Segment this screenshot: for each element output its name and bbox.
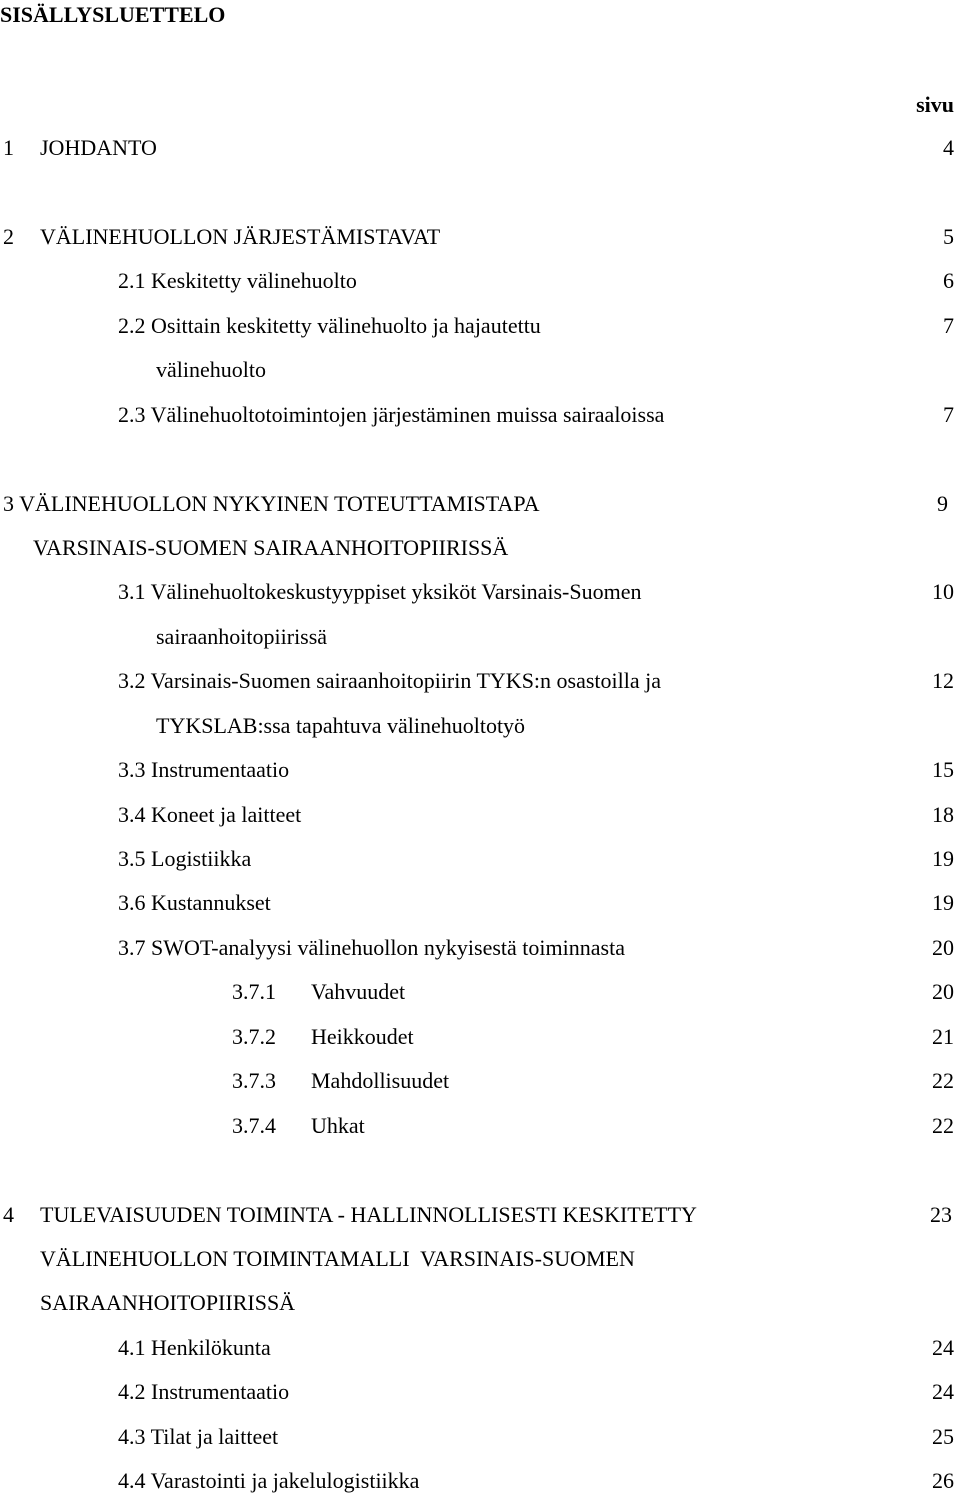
toc-entry-page: 12: [932, 668, 954, 693]
toc-entry-page: 10: [932, 579, 954, 604]
toc-entry-title-continued: välinehuolto: [156, 357, 266, 382]
toc-entry-title: 4.4 Varastointi ja jakelulogistiikka: [118, 1468, 420, 1493]
toc-entry-3-4[interactable]: [0, 800, 960, 830]
toc-entry-number: 3.7.3: [232, 1068, 276, 1093]
toc-entry-page: 20: [932, 979, 954, 1004]
toc-entry-number: 3.7.1: [232, 979, 276, 1004]
toc-entry-page: 22: [932, 1113, 954, 1138]
toc-entry-page: 19: [932, 846, 954, 871]
toc-entry-number: 3.7.2: [232, 1024, 276, 1049]
toc-entry-2[interactable]: [0, 222, 960, 252]
toc-entry-title: 4.2 Instrumentaatio: [118, 1379, 290, 1404]
toc-entry-title: Vahvuudet: [311, 979, 406, 1004]
toc-entry-page: 24: [932, 1379, 954, 1404]
toc-entry-title: 3.4 Koneet ja laitteet: [118, 802, 302, 827]
toc-entry-title: 3.7 SWOT-analyysi välinehuollon nykyisestä toiminnasta: [118, 935, 625, 960]
toc-entry-page: 23: [930, 1202, 952, 1227]
toc-entry-page: 25: [932, 1424, 954, 1449]
toc-entry-page: 22: [932, 1068, 954, 1093]
toc-entry-3-7-3[interactable]: [0, 1066, 960, 1096]
toc-entry-4-2[interactable]: [0, 1377, 960, 1407]
toc-entry-title: JOHDANTO: [40, 135, 157, 160]
toc-entry-title: TULEVAISUUDEN TOIMINTA - HALLINNOLLISESTI KESKITETTY: [40, 1202, 697, 1227]
toc-entry-number: 3.7.4: [232, 1113, 276, 1138]
toc-entry-page: 20: [932, 935, 954, 960]
toc-entry-title: 2.2 Osittain keskitetty välinehuolto ja hajautettu: [118, 313, 541, 338]
toc-entry-3-1-continued: [0, 622, 960, 652]
toc-entry-title: 2.3 Välinehuoltotoimintojen järjestäminen muissa sairaaloissa: [118, 402, 665, 427]
toc-entry-4-continued-2: [0, 1288, 960, 1318]
toc-entry-title: Mahdollisuudet: [311, 1068, 450, 1093]
toc-entry-title: 4.3 Tilat ja laitteet: [118, 1424, 279, 1449]
toc-entry-title-continued: VÄLINEHUOLLON TOIMINTAMALLI VARSINAIS-SUOMEN: [40, 1246, 635, 1271]
toc-entry-3-6[interactable]: [0, 888, 960, 918]
toc-entry-page: 7: [943, 313, 954, 338]
toc-entry-3[interactable]: [0, 489, 960, 519]
toc-entry-title: 4.1 Henkilökunta: [118, 1335, 271, 1360]
toc-entry-title: 3 VÄLINEHUOLLON NYKYINEN TOTEUTTAMISTAPA: [3, 491, 540, 516]
toc-entry-4-4[interactable]: [0, 1466, 960, 1496]
toc-entry-title: 3.1 Välinehuoltokeskustyyppiset yksiköt Varsinais-Suomen: [118, 579, 642, 604]
toc-entry-title-continued: TYKSLAB:ssa tapahtuva välinehuoltotyö: [156, 713, 526, 738]
toc-entry-title: 3.3 Instrumentaatio: [118, 757, 290, 782]
toc-entry-3-7-1[interactable]: [0, 977, 960, 1007]
toc-entry-number: 4: [3, 1202, 14, 1227]
toc-entry-title: Heikkoudet: [311, 1024, 414, 1049]
toc-entry-page: 21: [932, 1024, 954, 1049]
toc-entry-page: 4: [943, 135, 954, 160]
toc-entry-title: 3.6 Kustannukset: [118, 890, 271, 915]
toc-entry-3-7[interactable]: [0, 933, 960, 963]
toc-entry-page: 7: [943, 402, 954, 427]
toc-entry-3-continued: [0, 533, 960, 563]
toc-entry-number: 1: [3, 135, 14, 160]
toc-entry-page: 5: [943, 224, 954, 249]
toc-entry-3-5[interactable]: [0, 844, 960, 874]
toc-entry-3-1[interactable]: [0, 577, 960, 607]
toc-entry-title: Uhkat: [311, 1113, 365, 1138]
toc-entry-3-3[interactable]: [0, 755, 960, 785]
toc-entry-2-3[interactable]: [0, 400, 960, 430]
toc-entry-title: 3.2 Varsinais-Suomen sairaanhoitopiirin TYKS:n osastoilla ja: [118, 668, 662, 693]
toc-entry-title: VÄLINEHUOLLON JÄRJESTÄMISTAVAT: [40, 224, 441, 249]
toc-entry-page: 19: [932, 890, 954, 915]
toc-entry-4-1[interactable]: [0, 1333, 960, 1363]
toc-entry-3-7-4[interactable]: [0, 1111, 960, 1141]
toc-entry-3-2-continued: [0, 711, 960, 741]
toc-entry-number: 2: [3, 224, 14, 249]
toc-entry-2-2-continued: [0, 355, 960, 385]
toc-entry-page: 9: [937, 491, 948, 516]
toc-entry-1[interactable]: [0, 133, 960, 163]
toc-entry-page: 26: [932, 1468, 954, 1493]
page-column-label: sivu: [916, 92, 954, 117]
toc-entry-4-continued: [0, 1244, 960, 1274]
toc-entry-title-continued: SAIRAANHOITOPIIRISSÄ: [40, 1290, 296, 1315]
toc-entry-page: 24: [932, 1335, 954, 1360]
toc-entry-2-1[interactable]: [0, 266, 960, 296]
toc-entry-title: 2.1 Keskitetty välinehuolto: [118, 268, 357, 293]
toc-entry-3-7-2[interactable]: [0, 1022, 960, 1052]
toc-entry-4-3[interactable]: [0, 1422, 960, 1452]
toc-heading: SISÄLLYSLUETTELO: [0, 2, 226, 27]
toc-entry-title-continued: sairaanhoitopiirissä: [156, 624, 328, 649]
toc-entry-title-continued: VARSINAIS-SUOMEN SAIRAANHOITOPIIRISSÄ: [33, 535, 509, 560]
toc-entry-page: 18: [932, 802, 954, 827]
toc-entry-3-2[interactable]: [0, 666, 960, 696]
toc-entry-4[interactable]: [0, 1200, 960, 1230]
toc-entry-2-2[interactable]: [0, 311, 960, 341]
toc-entry-page: 6: [943, 268, 954, 293]
toc-entry-title: 3.5 Logistiikka: [118, 846, 252, 871]
toc-entry-page: 15: [932, 757, 954, 782]
